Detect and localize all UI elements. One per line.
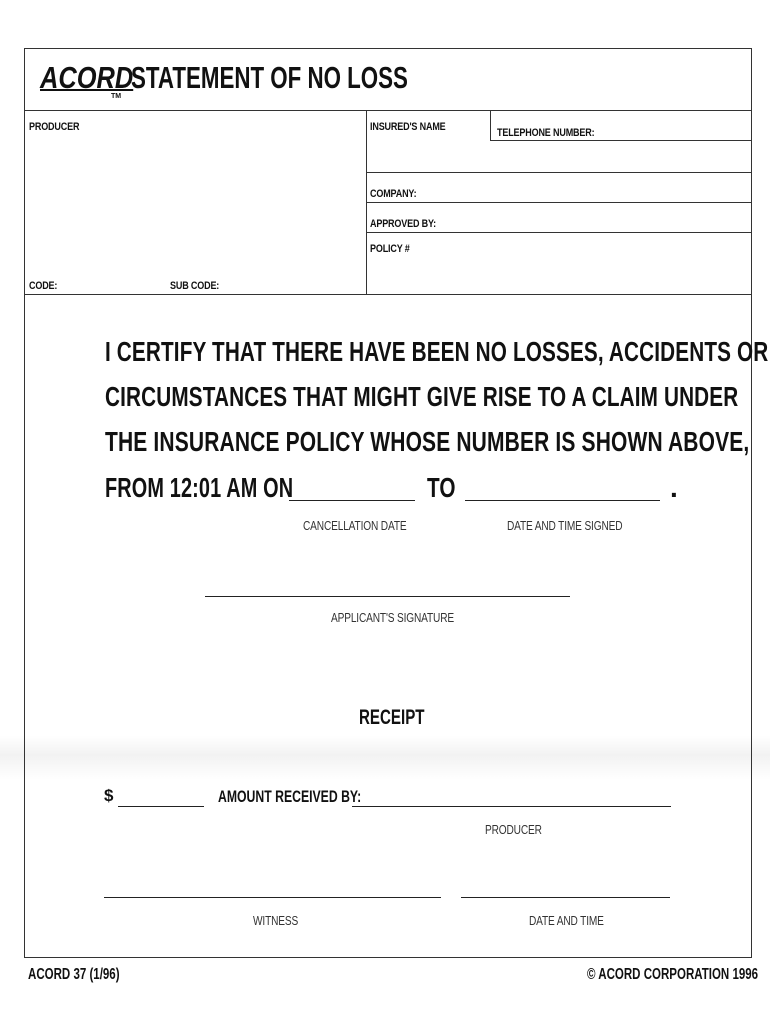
form-title-text: STATEMENT OF NO LOSS [131, 60, 408, 95]
dollar-sign-text: $ [104, 786, 114, 805]
certification-line-2 [105, 381, 770, 413]
witness-line[interactable] [104, 897, 441, 898]
producer-label [29, 117, 90, 135]
header-divider [24, 110, 752, 111]
approved-rule [366, 232, 752, 233]
to-word [427, 472, 466, 504]
policy-field[interactable] [370, 239, 418, 257]
code-label: CODE: [29, 280, 58, 292]
insured-rule [366, 172, 752, 173]
insured-name-field[interactable] [370, 117, 462, 135]
code-field[interactable] [29, 276, 63, 294]
to-text: TO [427, 472, 456, 503]
info-box-bottom [24, 294, 752, 295]
producer-signature-label-text: PRODUCER [485, 822, 542, 837]
form-number-text: ACORD 37 (1/96) [28, 966, 120, 983]
date-time-signed-label [507, 517, 655, 535]
copyright [587, 966, 770, 984]
policy-label: POLICY # [370, 243, 410, 255]
form-number [28, 966, 155, 984]
form-title [131, 60, 516, 96]
amount-received-label [218, 787, 417, 807]
applicant-signature-label-text: APPLICANT'S SIGNATURE [331, 610, 454, 625]
receipt-title-text: RECEIPT [359, 706, 425, 729]
date-and-time-line[interactable] [461, 897, 670, 898]
insured-name-label: INSURED'S NAME [370, 121, 446, 133]
date-and-time-label [529, 912, 625, 930]
from-time-text: FROM 12:01 AM ON [105, 472, 294, 503]
period [670, 472, 678, 504]
receipt-title [359, 706, 450, 730]
date-and-time-label-text: DATE AND TIME [529, 913, 604, 928]
telephone-label: TELEPHONE NUMBER: [497, 127, 595, 139]
period-text: . [670, 472, 678, 503]
company-rule [366, 202, 752, 203]
applicant-signature-label [331, 609, 489, 627]
approved-by-label: APPROVED BY: [370, 218, 437, 230]
producer-label-text: PRODUCER [29, 121, 80, 133]
producer-signature-label [485, 821, 558, 839]
dollar-sign [104, 786, 113, 806]
sub-code-field[interactable] [170, 276, 230, 294]
certification-line-1 [105, 336, 770, 368]
amount-received-label-text: AMOUNT RECEIVED BY: [218, 787, 362, 806]
certification-line-3-text: THE INSURANCE POLICY WHOSE NUMBER IS SHOWN ABOVE, [105, 426, 750, 457]
producer-signature-line[interactable] [352, 806, 671, 807]
date-time-signed-label-text: DATE AND TIME SIGNED [507, 518, 623, 533]
company-field[interactable] [370, 184, 427, 202]
applicant-signature-line[interactable] [205, 596, 570, 597]
approved-by-field[interactable] [370, 214, 451, 232]
copyright-text: © ACORD CORPORATION 1996 [587, 966, 759, 983]
certification-line-2-text: CIRCUMSTANCES THAT MIGHT GIVE RISE TO A CLAIM UNDER [105, 381, 739, 412]
cancellation-date-label-text: CANCELLATION DATE [303, 518, 407, 533]
certification-line-1-text: I CERTIFY THAT THERE HAVE BEEN NO LOSSES, ACCIDENTS OR [105, 336, 769, 367]
witness-label [253, 912, 311, 930]
telephone-field[interactable] [497, 123, 616, 141]
cancellation-date-label [303, 517, 436, 535]
amount-line[interactable] [118, 806, 204, 807]
certification-line-3 [105, 426, 770, 458]
trademark: TM [111, 93, 122, 100]
logo-text: ACORD [40, 60, 134, 95]
telephone-divider [490, 110, 491, 141]
date-time-signed-blank[interactable] [465, 500, 660, 501]
witness-label-text: WITNESS [253, 913, 299, 928]
cancellation-date-blank[interactable] [289, 500, 415, 501]
sub-code-label: SUB CODE: [170, 280, 220, 292]
company-label: COMPANY: [370, 188, 417, 200]
